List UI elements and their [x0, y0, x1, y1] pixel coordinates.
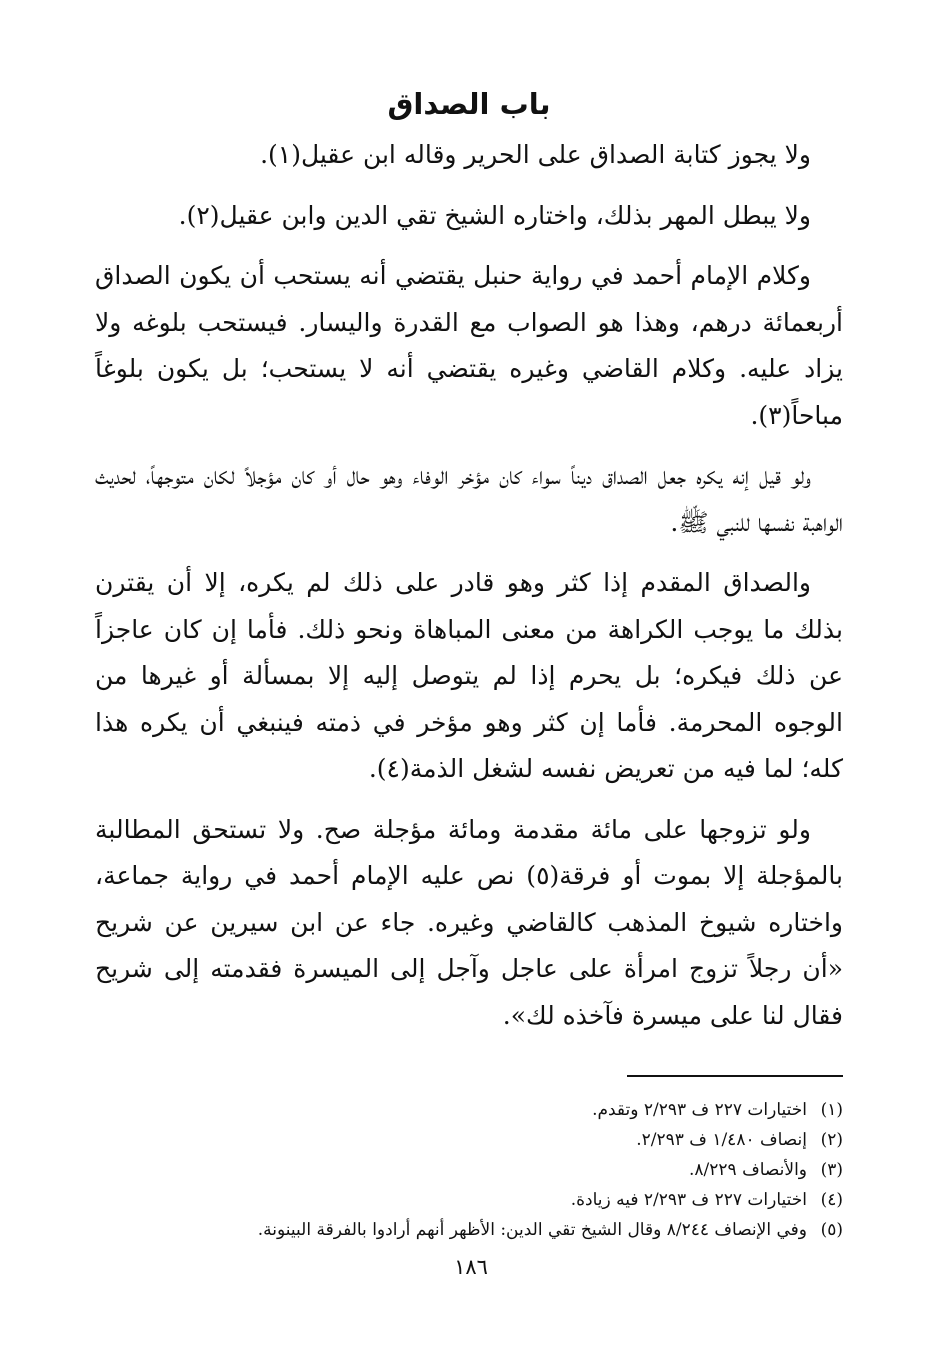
footnote-2 [95, 1125, 843, 1155]
paragraph-1: ولا يجوز كتابة الصداق على الحرير وقاله ابن عقيل(١). [260, 140, 811, 169]
footnote-number: (٤) [820, 1190, 843, 1210]
paragraph-2: ولا يبطل المهر بذلك، واختاره الشيخ تقي الدين وابن عقيل(٢). [178, 200, 811, 230]
footnote-text: وفي الإنصاف ٨/٢٤٤ وقال الشيخ تقي الدين: الأظهر أنهم أرادوا بالفرقة البينونة. [257, 1220, 807, 1240]
page-body [95, 76, 843, 1245]
page-title: باب الصداق [387, 87, 551, 121]
footnote-1 [95, 1095, 843, 1125]
footnote-text: اختيارات ٢٢٧ ف ٢/٢٩٣ فيه زيادة. [570, 1190, 807, 1210]
footnotes [95, 1095, 843, 1245]
page-number: ١٨٦ [454, 1255, 488, 1279]
footnote-divider [627, 1075, 843, 1077]
footnote-text: اختيارات ٢٢٧ ف ٢/٢٩٣ وتقدم. [592, 1100, 807, 1120]
paragraph-5: والصداق المقدم إذا كثر وهو قادر على ذلك لم يكره، إلا أن يقترن بذلك ما يوجب الكراهة من معنى المباهاة ونحو ذلك. فأما إن كان عاجزاً عن ذلك فيكره؛ بل يحرم إذا لم يتوصل إليه إلا بمسألة أو غيرها من الوجوه المحرمة. فأما إن كثر وهو مؤخر في ذمته فينبغي أن يكره هذا كله؛ لما فيه من تعريض نفسه لشغل الذمة(٤). [95, 568, 843, 783]
paragraph-3: وكلام الإمام أحمد في رواية حنبل يقتضي أنه يستحب أن يكون الصداق أربعمائة درهم، وهذا هو الصواب مع القدرة واليسار. فيستحب بلوغه ولا يزاد عليه. وكلام القاضي وغيره يقتضي أنه لا يستحب؛ بل يكون بلوغاً مباحاً(٣). [95, 261, 843, 430]
footnote-3 [95, 1155, 843, 1185]
footnote-number: (١) [820, 1100, 843, 1120]
footnote-5 [95, 1215, 843, 1245]
paragraph-4: ولو قيل إنه يكره جعل الصداق ديناً سواء كان مؤخر الوفاء وهو حال أو كان مؤجلاً لكان متوجهاً، لحديث الواهبة نفسها للنبي ﷺ. [95, 461, 843, 537]
footnote-text: إنصاف ١/٤٨٠ ف ٢/٢٩٣. [636, 1130, 807, 1150]
footnote-number: (٣) [820, 1160, 843, 1180]
footnote-number: (٢) [820, 1130, 843, 1150]
footnote-4 [95, 1185, 843, 1215]
footnote-number: (٥) [820, 1220, 843, 1240]
paragraph-6: ولو تزوجها على مائة مقدمة ومائة مؤجلة صح. ولا تستحق المطالبة بالمؤجلة إلا بموت أو فرقة(٥) نص عليه الإمام أحمد في رواية جماعة، واختاره شيوخ المذهب كالقاضي وغيره. جاء عن ابن سيرين عن شريح «أن رجلاً تزوج امرأة على عاجل وآجل إلى الميسرة فقدمته إلى شريح فقال لنا على ميسرة فآخذه لك». [95, 814, 843, 1030]
footnote-text: والأنصاف ٨/٢٢٩. [689, 1160, 807, 1180]
